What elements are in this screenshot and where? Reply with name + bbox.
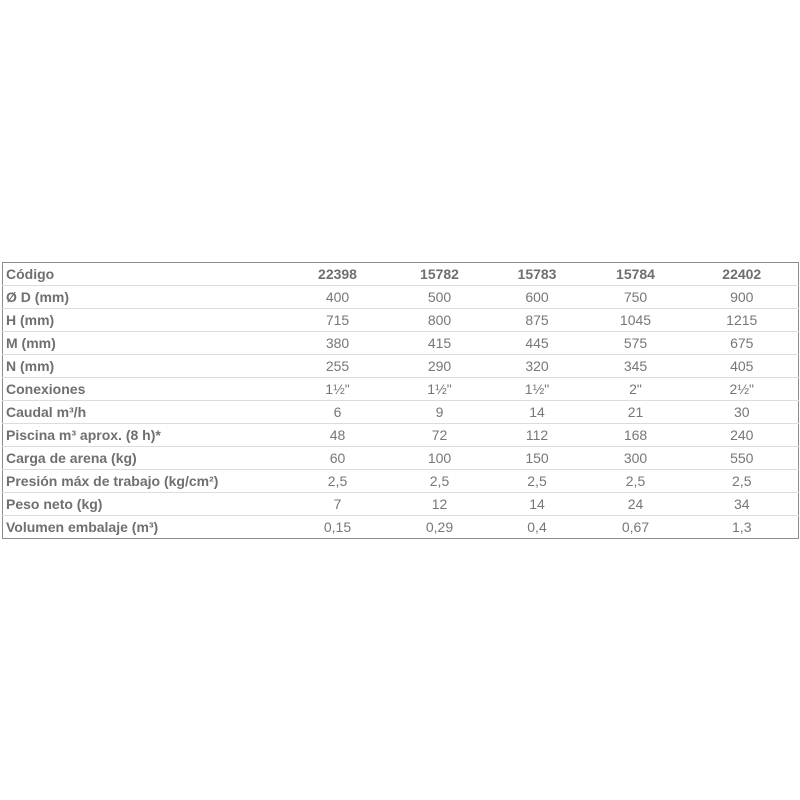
cell-value: 0,29 [425, 519, 454, 535]
cell-value: 290 [391, 355, 489, 378]
table-header-row [3, 263, 799, 286]
cell-value: 1,3 [732, 519, 752, 535]
row-label: Piscina m³ aprox. (8 h)* [3, 424, 285, 447]
cell-value: 380 [285, 332, 391, 355]
cell-value: 600 [489, 286, 586, 309]
cell-value: 1½" [489, 378, 586, 401]
cell-value: 0,67 [621, 519, 650, 535]
cell-value: 550 [686, 447, 799, 470]
cell-value: 6 [285, 401, 391, 424]
table-row [3, 516, 799, 539]
cell-value: 2½" [686, 378, 799, 401]
cell-value: 500 [391, 286, 489, 309]
cell-value: 14 [489, 493, 586, 516]
table-row [3, 447, 799, 470]
cell-value: 345 [586, 355, 686, 378]
cell-value: 112 [489, 424, 586, 447]
cell-value: 2,5 [489, 470, 586, 493]
cell-value: 715 [285, 309, 391, 332]
specifications-table [2, 262, 799, 539]
row-label: Volumen embalaje (m³) [6, 519, 159, 535]
row-label: Presión máx de trabajo (kg/cm²) [3, 470, 285, 493]
cell-value: 30 [686, 401, 799, 424]
table-row [3, 470, 799, 493]
table-row [3, 332, 799, 355]
table-row [3, 355, 799, 378]
cell-value: 900 [686, 286, 799, 309]
row-label: M (mm) [3, 332, 285, 355]
row-label: N (mm) [3, 355, 285, 378]
cell-value: 0,15 [323, 519, 352, 535]
cell-value: 60 [285, 447, 391, 470]
table-row [3, 286, 799, 309]
row-label: Conexiones [3, 378, 285, 401]
cell-value: 72 [391, 424, 489, 447]
model-code: 22402 [686, 263, 799, 286]
cell-value: 320 [489, 355, 586, 378]
cell-value: 2,5 [586, 470, 686, 493]
table-row [3, 378, 799, 401]
cell-value: 1½" [391, 378, 489, 401]
cell-value: 1215 [686, 309, 799, 332]
cell-value: 7 [285, 493, 391, 516]
model-code: 15782 [391, 263, 489, 286]
cell-value: 445 [489, 332, 586, 355]
cell-value: 168 [586, 424, 686, 447]
cell-value: 48 [285, 424, 391, 447]
cell-value: 2,5 [391, 470, 489, 493]
cell-value: 24 [586, 493, 686, 516]
header-label: Código [3, 263, 285, 286]
cell-value: 575 [586, 332, 686, 355]
cell-value: 150 [489, 447, 586, 470]
cell-value: 800 [391, 309, 489, 332]
cell-value: 2,5 [285, 470, 391, 493]
row-label: Carga de arena (kg) [3, 447, 285, 470]
cell-value: 675 [686, 332, 799, 355]
model-code: 15784 [586, 263, 686, 286]
cell-value: 21 [586, 401, 686, 424]
cell-value: 0,4 [527, 519, 547, 535]
cell-value: 34 [686, 493, 799, 516]
table-row [3, 309, 799, 332]
row-label: Peso neto (kg) [3, 493, 285, 516]
model-code: 22398 [285, 263, 391, 286]
cell-value: 2,5 [686, 470, 799, 493]
cell-value: 1½" [285, 378, 391, 401]
row-label: H (mm) [3, 309, 285, 332]
row-label: Ø D (mm) [3, 286, 285, 309]
cell-value: 1045 [586, 309, 686, 332]
cell-value: 2" [586, 378, 686, 401]
cell-value: 415 [391, 332, 489, 355]
cell-value: 750 [586, 286, 686, 309]
cell-value: 9 [391, 401, 489, 424]
cell-value: 12 [391, 493, 489, 516]
row-label: Caudal m³/h [3, 401, 285, 424]
model-code: 15783 [489, 263, 586, 286]
table-row [3, 424, 799, 447]
cell-value: 240 [686, 424, 799, 447]
cell-value: 100 [391, 447, 489, 470]
cell-value: 14 [489, 401, 586, 424]
cell-value: 405 [686, 355, 799, 378]
table-row [3, 401, 799, 424]
cell-value: 300 [586, 447, 686, 470]
cell-value: 255 [285, 355, 391, 378]
cell-value: 400 [285, 286, 391, 309]
table-row [3, 493, 799, 516]
cell-value: 875 [489, 309, 586, 332]
